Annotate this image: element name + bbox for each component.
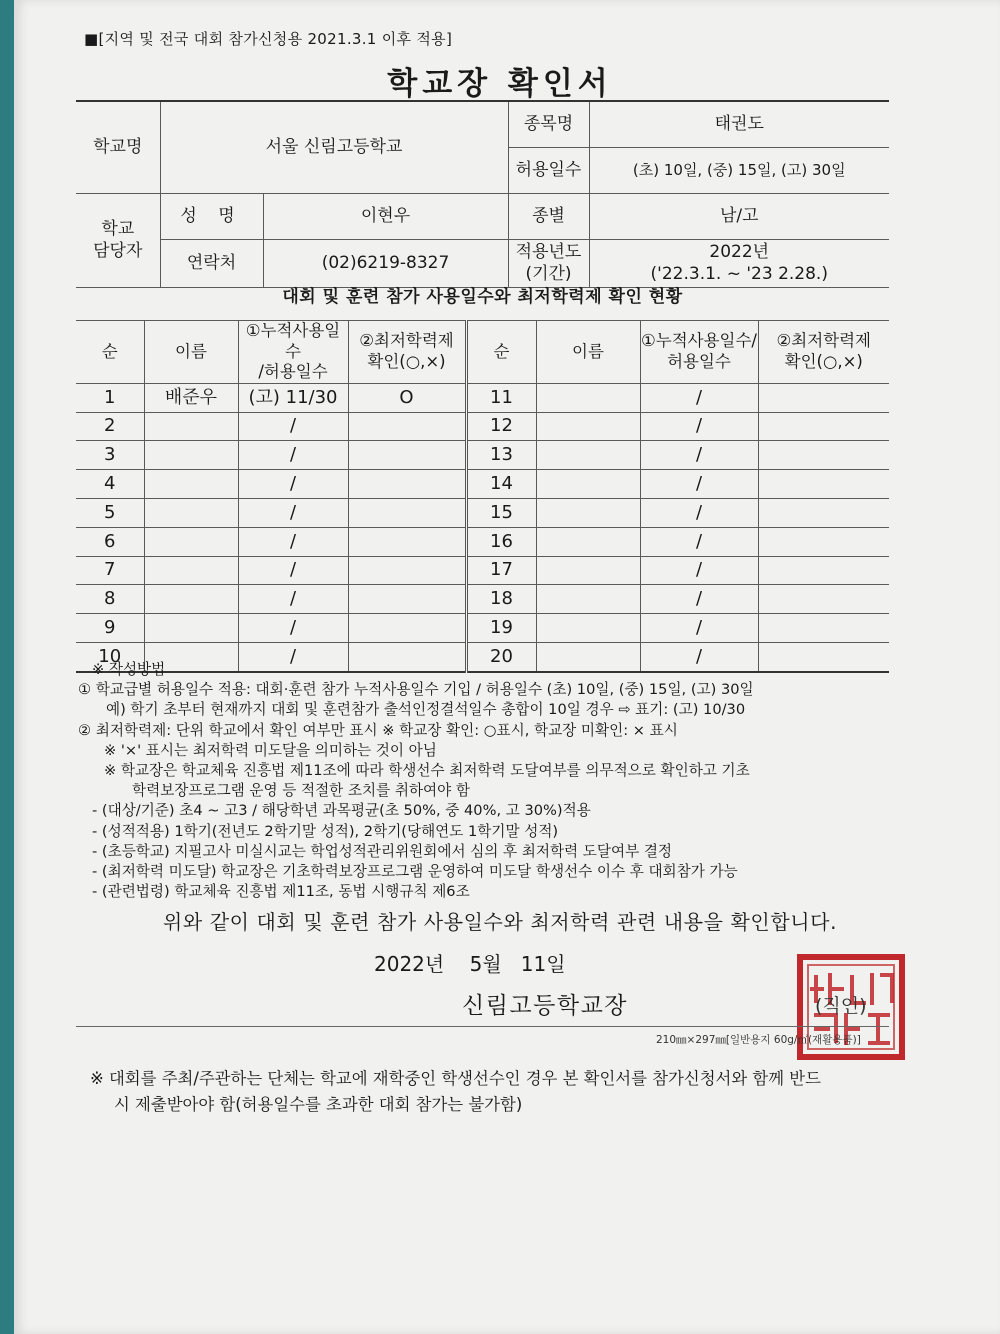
row-no-right: 13 [466,441,536,470]
row-days: / [238,585,348,614]
row-name [144,614,238,643]
footnote-line: ※ 대회를 주최/주관하는 단체는 학교에 재학중인 학생선수인 경우 본 확인서를 참가신청서와 함께 반드 [90,1069,821,1088]
confirmation-statement: 위와 같이 대회 및 훈련 참가 사용일수와 최저학력 관련 내용을 확인합니다. [162,910,838,934]
status-subtitle: 대회 및 훈련 참가 사용일수와 최저학력제 확인 현황 [282,287,683,307]
principal-name: 신림고등학교장 [462,993,629,1019]
row-check-right [758,643,889,672]
year-value: 2022년 ('22.3.1. ~ '23 2.28.) [589,240,889,288]
row-days-right: / [640,412,758,441]
row-days: (고) 11/30 [238,383,348,412]
table-row [76,585,889,614]
row-no: 8 [76,585,144,614]
table-row [76,383,889,412]
header-days: ①누적사용일수 /허용일수 [238,321,348,384]
table-row [76,499,889,528]
row-no: 2 [76,412,144,441]
row-name [144,585,238,614]
row-name-right [536,585,640,614]
row-no: 10 [76,643,144,672]
row-days-right: / [640,643,758,672]
row-days: / [238,556,348,585]
row-check-right [758,499,889,528]
note-line: ※ '×' 표시는 최저학력 미도달을 의미하는 것이 아님 [104,741,437,759]
allowed-days-value: (초) 10일, (중) 15일, (고) 30일 [589,148,889,194]
row-no-right: 16 [466,527,536,556]
table-row [76,527,889,556]
name-value: 이현우 [263,194,508,240]
row-name [144,499,238,528]
row-name [144,556,238,585]
row-check-right [758,412,889,441]
row-name [144,412,238,441]
table-row [76,412,889,441]
row-check [348,441,466,470]
row-days-right: / [640,527,758,556]
note-line: 학력보장프로그램 운영 등 적절한 조치를 취하여야 함 [132,782,470,800]
header-note: ■[지역 및 전국 대회 참가신청용 2021.3.1 이후 적용] [84,30,453,48]
row-no-right: 14 [466,470,536,499]
note-line: ① 학교급별 허용일수 적용: 대회·훈련 참가 누적사용일수 기입 / 허용일수 (초) 10일, (중) 15일, (고) 30일 [78,681,754,699]
row-name-right [536,499,640,528]
table-row [76,441,889,470]
table-row [76,556,889,585]
row-no-right: 19 [466,614,536,643]
row-check [348,499,466,528]
table-row [76,614,889,643]
row-no: 7 [76,556,144,585]
row-check-right [758,614,889,643]
row-name [144,441,238,470]
row-days: / [238,499,348,528]
note-line: 예) 학기 초부터 현재까지 대회 및 훈련참가 출석인정결석일수 총합이 10일 경우 ⇨ 표기: (고) 10/30 [106,701,746,719]
row-days: / [238,470,348,499]
row-no-right: 17 [466,556,536,585]
table-header-row [76,321,889,384]
footnote-line: 시 제출받아야 함(허용일수를 초과한 대회 참가는 불가함) [114,1095,523,1114]
row-no: 5 [76,499,144,528]
row-days: / [238,643,348,672]
row-name-right [536,556,640,585]
row-no: 1 [76,383,144,412]
row-name-right [536,614,640,643]
row-no-right: 12 [466,412,536,441]
row-check-right [758,585,889,614]
row-no: 6 [76,527,144,556]
row-no-right: 20 [466,643,536,672]
note-line: - (대상/기준) 초4 ~ 고3 / 해당학년 과목평균(초 50%, 중 40%, 고 30%)적용 [92,802,591,820]
row-name-right [536,412,640,441]
note-line: - (최저학력 미도달) 학교장은 기초학력보장프로그램 운영하여 미도달 학생선수 이수 후 대회참가 가능 [92,863,738,881]
row-days-right: / [640,614,758,643]
row-check-right [758,441,889,470]
row-name-right [536,470,640,499]
row-check-right [758,383,889,412]
note-line: ② 최저학력제: 단위 학교에서 확인 여부만 표시 ※ 학교장 확인: ○표시, 학교장 미확인: × 표시 [78,721,678,739]
row-days-right: / [640,585,758,614]
paper-spec: 210㎜×297㎜[일반용지 60g/㎡(재활용품)] [656,1034,861,1046]
note-line: - (성적적용) 1학기(전년도 2학기말 성적), 2학기(당해연도 1학기말 성적) [92,822,559,840]
header-no-right: 순 [466,321,536,384]
contact-value: (02)6219-8327 [263,240,508,288]
manager-label: 학교 담당자 [76,194,160,288]
name-label: 성 명 [160,194,263,240]
row-no-right: 18 [466,585,536,614]
writing-instructions [78,660,754,902]
note-line: - (초등학교) 지필고사 미실시교는 학업성적관리위원회에서 심의 후 최저학력 도달여부 결정 [92,842,673,860]
row-days: / [238,412,348,441]
row-no-right: 11 [466,383,536,412]
row-name-right [536,441,640,470]
note-line: - (관련법령) 학교체육 진흥법 제11조, 동법 시행규칙 제6조 [92,883,470,901]
row-check [348,614,466,643]
row-check [348,585,466,614]
gender-label: 종별 [508,194,589,240]
row-check-right [758,556,889,585]
row-name [144,527,238,556]
row-name: 배준우 [144,383,238,412]
row-check [348,412,466,441]
allowed-days-label: 허용일수 [508,148,589,194]
school-value: 서울 신림고등학교 [160,101,508,194]
row-name-right [536,527,640,556]
row-no-right: 15 [466,499,536,528]
row-days-right: / [640,556,758,585]
header-name: 이름 [144,321,238,384]
document-title: 학교장 확인서 [387,66,613,102]
row-check [348,556,466,585]
divider [76,1026,889,1027]
row-days-right: / [640,499,758,528]
row-no: 9 [76,614,144,643]
row-check [348,470,466,499]
school-label: 학교명 [76,101,160,194]
event-label: 종목명 [508,101,589,148]
note-line: ※ 학교장은 학교체육 진흥법 제11조에 따라 학생선수 최저학력 도달여부를 의무적으로 확인하고 기초 [104,762,750,780]
row-check-right [758,470,889,499]
row-days-right: / [640,470,758,499]
row-days-right: / [640,441,758,470]
participation-table [76,320,889,673]
row-check: O [348,383,466,412]
row-check-right [758,527,889,556]
row-name [144,470,238,499]
header-academic: ②최저학력제 확인(○,×) [348,321,466,384]
row-days: / [238,614,348,643]
footnote [90,1066,950,1118]
issue-date: 2022년 5월 11일 [374,952,566,976]
table-row [76,470,889,499]
row-days: / [238,441,348,470]
row-check [348,527,466,556]
gender-value: 남/고 [589,194,889,240]
year-label: 적용년도 (기간) [508,240,589,288]
row-no: 3 [76,441,144,470]
row-days: / [238,527,348,556]
header-name-right: 이름 [536,321,640,384]
header-days-right: ①누적사용일수/ 허용일수 [640,321,758,384]
event-value: 태권도 [589,101,889,148]
notes-heading: ※ 작성방법 [92,661,166,678]
contact-label: 연락처 [160,240,263,288]
row-no: 4 [76,470,144,499]
header-academic-right: ②최저학력제 확인(○,×) [758,321,889,384]
row-name-right [536,383,640,412]
seal-label: (직인) [815,995,867,1017]
row-days-right: / [640,383,758,412]
header-no: 순 [76,321,144,384]
school-info-table [76,100,889,288]
